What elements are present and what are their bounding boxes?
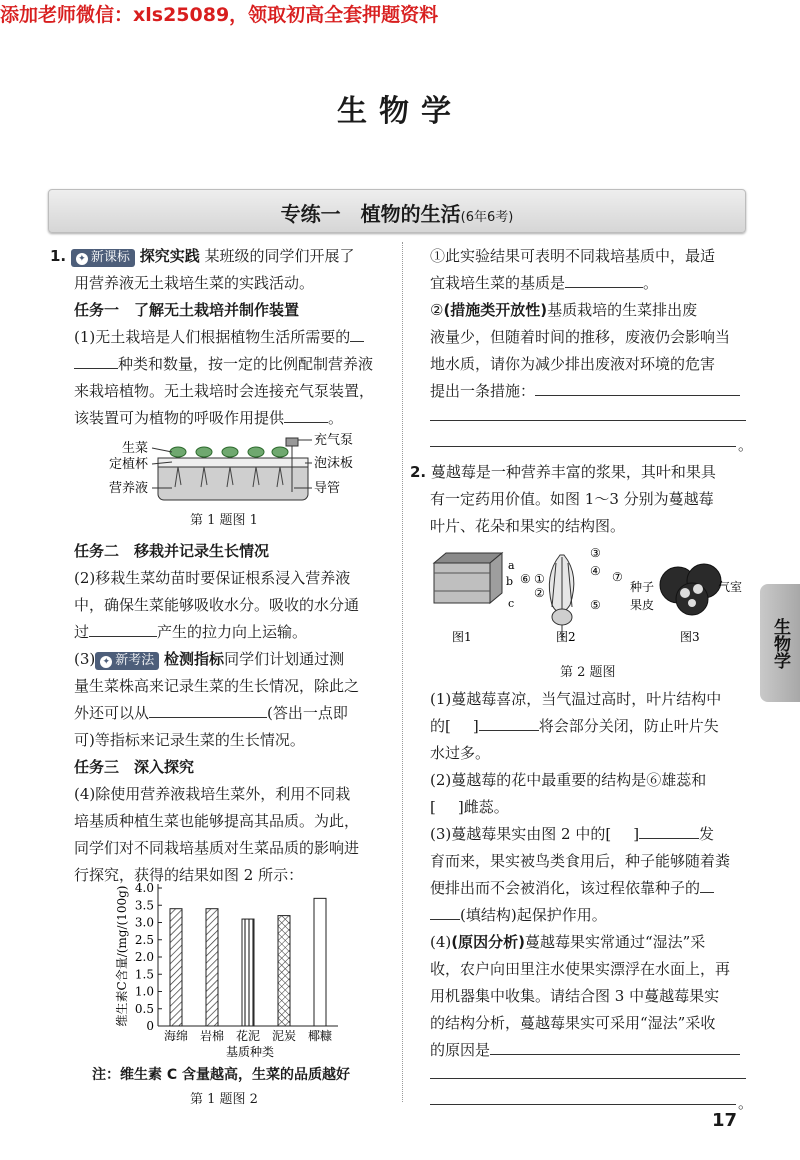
text: ② [430, 301, 444, 319]
q1-p1-line-1 [74, 324, 364, 350]
q1-p4-line-4: 行探究，获得的结果如图 2 所示： [74, 866, 304, 884]
q2-line-1 [410, 459, 716, 485]
fruit-label-seed: 种子 [630, 580, 655, 594]
q1-p4-line-1: (4)除使用营养液栽培生菜外，利用不同栽 [74, 785, 351, 803]
hydroponic-setup-diagram [100, 430, 390, 510]
q1-r2-line-3: 地水质，请你为减少排出废液对环境的危害 [430, 355, 716, 373]
answer-blank[interactable] [639, 822, 699, 839]
answer-blank[interactable] [149, 701, 267, 718]
answer-blank[interactable] [535, 379, 740, 396]
y-tick-label: 0.5 [134, 1001, 154, 1016]
q2-figure-caption: 第 2 题图 [560, 665, 616, 680]
text: 提出一条措施： [430, 382, 536, 400]
task-3-heading: 任务三 深入探究 [74, 758, 195, 776]
label-planting-cup: 定植杯 [108, 457, 148, 472]
y-tick-label: 0 [146, 1019, 154, 1033]
q1-p4-line-3: 同学们对不同栽培基质对生菜品质的影响进 [74, 839, 360, 857]
q1-r1-line-1: ①此实验结果可表明不同栽培基质中，最适 [430, 247, 716, 265]
page-number: 17 [712, 1110, 738, 1131]
exam-frequency: (6年6考) [460, 210, 514, 225]
q2-s1-line-3: 水过多。 [430, 744, 491, 762]
text: (答出一点即 [267, 704, 348, 722]
answer-line[interactable] [430, 1078, 746, 1079]
answer-line[interactable] [430, 1104, 736, 1105]
label-air-pump: 充气泵 [314, 433, 354, 448]
sub-caption-3: 图3 [680, 630, 700, 644]
task-2-heading: 任务二 移栽并记录生长情况 [74, 542, 270, 560]
q2-s4-line-4: 的结构分析，蔓越莓果实可采用“湿法”采收 [430, 1014, 716, 1032]
p3-lead: 检测指标 [164, 650, 225, 668]
question-number: 2. [410, 463, 427, 481]
leaf-cross-section [434, 553, 502, 603]
q1-r2-line-1 [430, 297, 697, 323]
flower-label-4: ④ [590, 564, 601, 578]
q2-line-2: 有一定药用价值。如图 1～3 分别为蔓越莓 [430, 490, 714, 508]
answer-blank[interactable] [284, 406, 328, 423]
q2-s4-line-2: 收，农户向田里注水使果实漂浮在水面上，再 [430, 960, 731, 978]
text: (3) [74, 650, 96, 668]
flower-label-2: ② [534, 586, 545, 600]
q1-p1-line-3: 来栽培植物。无土栽培时会连接充气泵装置， [74, 382, 375, 400]
s4-lead: (原因分析) [451, 933, 525, 951]
text: 的原因是 [430, 1041, 491, 1059]
foam-board [158, 458, 308, 467]
text: 产生的拉力向上运输。 [157, 623, 308, 641]
x-axis-label: 基质种类 [225, 1045, 275, 1059]
new-method-tag [95, 652, 159, 670]
q1-r2-line-4 [430, 378, 740, 404]
tag-label: 新考法 [115, 653, 155, 668]
tag-label: 新课标 [90, 250, 130, 265]
flower-label-7: ⑦ [612, 570, 623, 584]
q2-s1-line-2 [430, 713, 719, 739]
q1-line-2: 用营养液无土栽培生菜的实践活动。 [74, 274, 315, 292]
text: (3)蔓越莓果实由图 2 中的[ [430, 825, 612, 843]
flower-structure [549, 555, 574, 641]
text: 发 [699, 825, 715, 843]
label-tube: 导管 [314, 481, 341, 496]
text: ] [472, 717, 479, 735]
bulb-icon: ✦ [100, 656, 112, 668]
q2-s3-line-2: 育而来，果实被鸟类食用后，种子能够随着粪 [430, 852, 731, 870]
answer-blank[interactable] [74, 352, 118, 369]
question-number: 1. [50, 247, 67, 265]
answer-blank[interactable] [490, 1038, 740, 1055]
cranberry-structure-figure [430, 545, 750, 650]
answer-blank[interactable] [89, 620, 157, 637]
q1-p2-line-2: 中，确保生菜能够吸收水分。吸收的水分通 [74, 596, 360, 614]
period: 。 [738, 436, 754, 454]
bulb-icon: ✦ [76, 253, 88, 265]
q1-r1-line-2 [430, 270, 658, 296]
leaf-label-c: c [508, 597, 515, 610]
bar-4 [278, 916, 290, 1026]
period: 。 [738, 1094, 754, 1112]
label-nutrient-solution: 营养液 [108, 481, 148, 496]
text: 蔓越莓是一种营养丰富的浆果，其叶和果具 [430, 463, 716, 481]
text: 同学们计划通过测 [224, 650, 345, 668]
q2-s2-line-1: (2)蔓越莓的花中最重要的结构是⑥雄蕊和 [430, 771, 707, 789]
y-tick-label: 4.0 [134, 881, 154, 895]
text: 基质栽培的生菜排出废 [547, 301, 698, 319]
answer-blank[interactable] [430, 903, 460, 920]
r2-lead: (措施类开放性) [443, 301, 548, 319]
x-tick-label: 岩棉 [199, 1029, 225, 1043]
q2-s4-line-3: 用机器集中收集。请结合图 3 中蔓越莓果实 [430, 987, 720, 1005]
answer-blank[interactable] [479, 714, 539, 731]
q1-p3-line-1 [74, 646, 344, 672]
bar-1 [170, 909, 182, 1026]
text: 将会部分关闭，防止叶片失 [538, 717, 719, 735]
text: ] [633, 825, 640, 843]
section-title [49, 198, 745, 227]
y-axis-label: 维生素C含量/(mg/(100g) [115, 885, 129, 1027]
text: 。 [328, 409, 344, 427]
chart-note: 注：维生素 C 含量越高，生菜的品质越好 [92, 1067, 351, 1083]
text: 种类和数量，按一定的比例配制营养液 [118, 355, 374, 373]
q1-p3-line-3 [74, 700, 348, 726]
text: ]雌蕊。 [457, 798, 509, 816]
q2-s3-line-1 [430, 821, 714, 847]
air-pump [286, 438, 298, 446]
x-tick-label: 泥炭 [271, 1029, 297, 1043]
q2-s4-line-1 [430, 929, 705, 955]
text: [ [430, 798, 436, 816]
figure-1-caption: 第 1 题图 1 [190, 513, 258, 528]
text: 过 [74, 623, 90, 641]
leaf-label-b: b [506, 575, 514, 588]
subject-side-tab: 生物学 [760, 584, 800, 702]
q1-p1-line-2 [74, 351, 373, 377]
bar-2 [206, 909, 218, 1026]
q2-line-3: 叶片、花朵和果实的结构图。 [430, 517, 626, 535]
leaf-label-a: a [508, 559, 515, 572]
y-tick-label: 2.5 [134, 932, 154, 947]
text: 蔓越莓果实常通过“湿法”采 [524, 933, 706, 951]
bar-3 [242, 919, 254, 1026]
q2-s2-line-2 [430, 794, 509, 820]
label-lettuce: 生菜 [121, 441, 148, 456]
bar-5 [314, 898, 326, 1026]
answer-line[interactable] [430, 420, 746, 421]
flower-label-5: ⑤ [590, 598, 601, 612]
x-tick-label: 椰糠 [307, 1029, 333, 1043]
y-tick-label: 2.0 [134, 950, 154, 964]
text: (4) [430, 933, 452, 951]
section-header [48, 189, 746, 233]
q1-p3-line-2: 量生菜株高来记录生菜的生长情况，除此之 [74, 677, 360, 695]
text: (填结构)起保护作用。 [460, 906, 607, 924]
x-tick-label: 海绵 [163, 1029, 189, 1043]
q2-s4-line-5 [430, 1037, 740, 1063]
text: 宜栽培生菜的基质是 [430, 274, 566, 292]
text: 便排出而不会被消化，该过程依靠种子的 [430, 879, 701, 897]
y-tick-label: 1.5 [134, 967, 154, 982]
text: 的[ [430, 717, 451, 735]
fruit-structure [660, 564, 721, 615]
answer-blank[interactable] [350, 325, 364, 342]
subject-title: 生物学 [337, 94, 463, 129]
q2-s3-line-4 [430, 902, 607, 928]
q1-p2-line-1: (2)移栽生菜幼苗时要保证根系浸入营养液 [74, 569, 351, 587]
text: 。 [643, 274, 659, 292]
fruit-label-air-chamber: 气室 [718, 580, 743, 594]
column-divider [402, 242, 403, 1102]
q2-s3-line-3 [430, 875, 714, 901]
x-tick-label: 花泥 [235, 1029, 261, 1043]
q1-r2-line-2: 液量少，但随着时间的推移，废液仍会影响当 [430, 328, 731, 346]
label-foam-board: 泡沫板 [314, 456, 354, 471]
q2-s1-line-1: (1)蔓越莓喜凉，当气温过高时，叶片结构中 [430, 690, 722, 708]
text: (1)无土栽培是人们根据植物生活所需要的 [74, 328, 351, 346]
flower-label-1: ① [534, 572, 545, 586]
q1-lead: 探究实践 [139, 247, 200, 265]
section-title-text: 专练一 植物的生活 [280, 202, 461, 226]
answer-line[interactable] [430, 446, 736, 447]
flower-label-6: ⑥ [520, 572, 531, 586]
x-tick-labels [164, 1028, 332, 1043]
q1-text: 某班级的同学们开展了 [204, 247, 355, 265]
promo-banner: 添加老师微信：xls25089，领取初高全套押题资料 [0, 4, 439, 26]
answer-blank[interactable] [565, 271, 643, 288]
q1-p4-line-2: 培基质种植生菜也能够提高其品质。为此， [74, 812, 360, 830]
y-tick-label: 1.0 [134, 984, 154, 999]
sub-caption-1: 图1 [452, 630, 472, 644]
text: 该装置可为植物的呼吸作用提供 [74, 409, 285, 427]
bars [170, 898, 326, 1026]
fruit-label-peel: 果皮 [630, 598, 655, 612]
q1-p3-line-4: 可)等指标来记录生菜的生长情况。 [74, 731, 305, 749]
task-1-heading: 任务一 了解无土栽培并制作装置 [74, 301, 300, 319]
figure-2-caption: 第 1 题图 2 [190, 1092, 258, 1107]
y-tick-label: 3.0 [134, 915, 154, 930]
q1-p1-line-4 [74, 405, 343, 431]
vitamin-c-bar-chart [112, 880, 352, 1060]
q1-p2-line-3 [74, 619, 307, 645]
flower-label-3: ③ [590, 546, 601, 560]
y-tick-label: 3.5 [134, 898, 154, 913]
answer-blank[interactable] [700, 876, 714, 893]
new-curriculum-tag [71, 249, 135, 267]
text: 外还可以从 [74, 704, 150, 722]
lettuce-plants [170, 447, 288, 457]
sub-caption-2: 图2 [556, 630, 576, 644]
q1-line-1 [50, 243, 355, 269]
